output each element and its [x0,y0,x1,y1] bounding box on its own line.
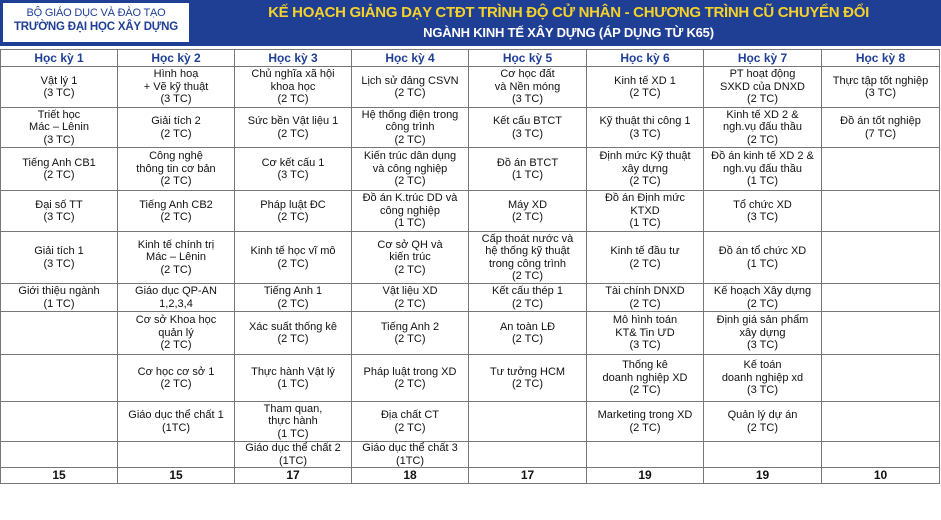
empty-cell [822,191,940,232]
page-title: KẾ HOẠCH GIẢNG DẠY CTĐT TRÌNH ĐỘ CỬ NHÂN - CHƯƠNG TRÌNH CŨ CHUYỂN ĐỔI [268,4,869,21]
course-cell [235,284,352,312]
course-credits: (3 TC) [865,87,896,99]
course-row [1,402,940,442]
course-cell [469,191,587,232]
course-credits: (3 TC) [43,257,75,270]
course-credits: (2 TC) [160,339,192,352]
course-credits: (2 TC) [277,211,309,223]
course-credits: (3 TC) [43,87,75,99]
course-credits: (1 TC) [43,297,75,310]
course-name: Giải tích 1 [34,245,84,257]
empty-cell [822,232,940,284]
course-credits: (3 TC) [277,169,309,181]
course-name: Tiếng Anh 1 [263,285,323,297]
course-credits: (2 TC) [629,175,661,188]
course-name: Giáo dục thể chất 1 [128,409,224,421]
course-name: Lịch sử đảng CSVN [361,74,459,87]
course-name: ngh.vụ đấu thầu [723,121,802,134]
course-name: Đồ án K.trúc DD và [362,192,458,205]
semester-total-credits: 15 [118,468,235,484]
course-credits: (2 TC) [394,87,426,99]
course-cell [352,442,469,468]
course-name: thực hành [268,415,318,428]
course-cell [704,232,822,284]
course-name: Mô hình toán [612,314,678,327]
empty-cell [118,442,235,468]
header-band [0,0,941,46]
course-row [1,148,940,191]
course-credits: (1TC) [395,454,425,467]
course-name: Giáo dục thể chất 3 [362,442,458,454]
course-name: Giáo dục QP-AN [135,285,217,297]
course-credits: (1 TC) [512,169,543,181]
page-subtitle: NGÀNH KINH TẾ XÂY DỰNG (ÁP DỤNG TỪ K65) [423,25,714,40]
course-cell [822,108,940,148]
empty-cell [704,442,822,468]
course-cell [118,284,235,312]
course-credits: (2 TC) [277,333,309,345]
course-credits: (2 TC) [277,93,309,106]
course-credits: (3 TC) [43,211,75,223]
semester-total-credits: 15 [1,468,118,484]
course-name: Vật lý 1 [40,74,78,87]
course-name: Pháp luật ĐC [260,198,326,211]
course-name: Kế toán [743,359,782,372]
course-name: PT hoạt động [729,68,796,81]
course-cell [235,67,352,108]
semester-total-credits: 19 [587,468,704,484]
course-cell [704,284,822,312]
course-cell [118,108,235,148]
course-credits: (1 TC) [629,217,661,230]
course-cell [235,232,352,284]
course-credits: (1TC) [161,421,191,434]
course-name: Cơ học đất [500,68,555,81]
course-name: Đồ án BTCT [496,156,559,169]
course-credits: (3 TC) [747,339,778,352]
course-name: Pháp luật trong XD [363,365,457,378]
course-cell [118,402,235,442]
course-cell [1,191,118,232]
course-name: và công nghiệp [372,162,448,175]
course-name: Tham quan, [263,402,323,415]
course-cell [704,355,822,402]
course-credits: (2 TC) [629,384,661,397]
course-cell [1,108,118,148]
semester-header: Học kỳ 4 [352,50,469,67]
course-cell [587,191,704,232]
course-name: Triết học [37,108,81,121]
course-name: Chủ nghĩa xã hội [251,68,335,81]
empty-cell [1,442,118,468]
course-cell [118,148,235,191]
course-name: Sức bền Vật liệu 1 [247,115,339,127]
course-name: doanh nghiệp xd [721,371,804,384]
course-cell [235,148,352,191]
course-credits: (3 TC) [629,339,661,352]
course-credits: (2 TC) [512,270,543,282]
course-cell [704,67,822,108]
course-cell [352,355,469,402]
course-credits: (3 TC) [160,93,192,106]
course-name: Địa chất CT [380,409,440,421]
course-cell [469,232,587,284]
semester-total-credits: 18 [352,468,469,484]
course-name: Kế hoạch Xây dựng [713,285,812,297]
course-cell [235,402,352,442]
course-credits: (2 TC) [394,263,426,276]
course-cell [469,108,587,148]
empty-cell [469,442,587,468]
course-cell [587,284,704,312]
university-logo-box [3,3,189,42]
course-credits: (2 TC) [512,378,543,390]
course-name: Giải tích 2 [151,115,201,127]
course-credits: (2 TC) [747,133,778,146]
course-name: công trình [385,121,435,134]
course-name: Định giá sản phẩm [716,314,809,327]
course-name: SXKD của DNXD [720,80,805,93]
course-name: Thực tập tốt nghiệp [832,74,929,87]
course-credits: (2 TC) [277,127,309,140]
course-name: và Nền móng [494,80,561,93]
course-credits: (2 TC) [747,297,778,310]
course-name: Giáo dục thể chất 2 [245,442,341,454]
course-cell [587,108,704,148]
course-cell [235,108,352,148]
empty-cell [1,312,118,355]
semester-header: Học kỳ 7 [704,50,822,67]
course-cell [118,67,235,108]
course-cell [352,108,469,148]
course-name: KT& Tin ƯD [615,326,675,339]
course-cell [704,148,822,191]
course-name: Giới thiệu ngành [18,285,100,297]
course-credits: (7 TC) [865,127,896,140]
course-cell [587,402,704,442]
course-cell [352,148,469,191]
course-cell [235,442,352,468]
course-credits: (2 TC) [277,297,309,310]
course-cell [235,312,352,355]
semester-header: Học kỳ 1 [1,50,118,67]
course-credits: (2 TC) [277,257,309,270]
course-cell [1,148,118,191]
course-name: hệ thống kỹ thuật [485,245,570,257]
course-row [1,442,940,468]
course-name: Hệ thống điện trong [361,108,459,121]
semester-total-credits: 17 [235,468,352,484]
course-credits: (2 TC) [747,421,778,434]
course-credits: (3 TC) [43,133,75,146]
course-cell [822,67,940,108]
course-name: Cơ sở QH và [377,238,443,251]
course-name: Đồ án kinh tế XD 2 & [711,150,814,163]
course-name: Cơ kết cấu 1 [261,156,325,169]
semester-header: Học kỳ 8 [822,50,940,67]
course-row [1,191,940,232]
course-credits: (2 TC) [512,333,543,345]
course-name: Cơ học cơ sở 1 [137,365,215,378]
course-credits: (2 TC) [43,169,75,181]
course-name: trong công trình [488,257,567,270]
course-name: ngh.vụ đấu thầu [723,162,802,175]
course-row [1,108,940,148]
semester-header: Học kỳ 3 [235,50,352,67]
course-row [1,67,940,108]
course-cell [587,148,704,191]
course-credits: (2 TC) [512,297,543,310]
empty-cell [469,402,587,442]
course-credits: (3 TC) [747,211,778,223]
course-name: Đại số TT [35,198,83,211]
course-name: công nghiệp [380,204,440,217]
course-credits: (2 TC) [394,133,426,146]
course-cell [352,284,469,312]
empty-cell [822,312,940,355]
course-credits: (3 TC) [512,127,543,140]
course-name: Kết cấu thép 1 [492,285,563,297]
course-name: Kinh tế học vĩ mô [250,245,336,257]
course-credits: (2 TC) [160,263,192,276]
course-credits: (2 TC) [629,421,661,434]
semester-total-credits: 17 [469,468,587,484]
course-name: Công nghệ [149,150,203,163]
course-credits: (1 TC) [394,217,426,230]
course-cell [352,191,469,232]
empty-cell [822,148,940,191]
course-row [1,284,940,312]
course-name: Kinh tế XD 1 [614,74,676,87]
course-cell [469,67,587,108]
course-name: Kết cấu BTCT [492,115,563,127]
course-credits: (2 TC) [394,175,426,188]
course-name: Vật liệu XD [382,285,438,297]
curriculum-table [0,49,940,484]
course-name: Mác – Lênin [146,251,206,264]
course-cell [235,355,352,402]
course-row [1,355,940,402]
course-name: Tiếng Anh 2 [380,320,440,333]
course-credits: (2 TC) [629,87,661,99]
course-name: KTXD [630,204,660,217]
course-name: Kiến trúc dân dụng [363,150,457,163]
course-credits: (2 TC) [160,211,192,223]
semester-header: Học kỳ 2 [118,50,235,67]
empty-cell [1,355,118,402]
course-credits: (3 TC) [629,127,661,140]
empty-cell [822,402,940,442]
course-credits: (2 TC) [160,127,192,140]
course-credits: (2 TC) [394,333,426,345]
course-cell [352,232,469,284]
course-cell [235,191,352,232]
course-name: Tư tưởng HCM [489,365,566,378]
course-name: Marketing trong XD [597,409,693,421]
course-cell [469,355,587,402]
course-name: Tổ chức XD [733,198,792,211]
course-cell [118,355,235,402]
course-cell [587,67,704,108]
course-cell [118,191,235,232]
course-name: Định mức Kỹ thuật [599,150,691,163]
course-name: + Vẽ kỹ thuật [143,80,209,93]
course-cell [704,191,822,232]
course-credits: (2 TC) [394,297,426,310]
course-row [1,312,940,355]
course-name: Thống kê [622,359,668,372]
course-cell [587,312,704,355]
course-name: doanh nghiệp XD [602,371,688,384]
course-name: Tài chính DNXD [605,285,685,297]
course-cell [704,312,822,355]
semester-header: Học kỳ 5 [469,50,587,67]
course-row [1,232,940,284]
empty-cell [1,402,118,442]
course-name: Quản lý dự án [727,409,798,421]
course-cell [118,232,235,284]
course-name: Tiếng Anh CB2 [139,198,213,211]
course-credits: (2 TC) [747,93,778,106]
course-name: Kinh tế chính trị [137,238,215,251]
course-name: Thực hành Vật lý [251,365,335,378]
course-name: kiến trúc [389,251,431,264]
empty-cell [822,442,940,468]
course-cell [704,402,822,442]
course-cell [469,312,587,355]
course-cell [352,312,469,355]
course-name: Cấp thoát nước và [481,232,574,245]
course-cell [352,402,469,442]
course-cell [587,355,704,402]
course-name: Hình hoạ [153,68,199,81]
course-credits: (2 TC) [394,378,426,390]
course-cell [587,232,704,284]
empty-cell [822,284,940,312]
course-credits: (3 TC) [747,384,778,397]
course-credits: (2 TC) [512,211,543,223]
course-credits: (1 TC) [277,427,309,440]
course-name: Mác – Lênin [29,121,89,134]
course-credits: (2 TC) [160,378,192,390]
course-cell [469,148,587,191]
course-name: xây dựng [622,162,668,175]
course-credits: (1 TC) [747,175,778,188]
course-rows [1,67,940,484]
course-name: Tiếng Anh CB1 [22,156,96,169]
course-name: Xác suất thống kê [248,320,338,333]
course-name: Cơ sở Khoa học [135,314,217,327]
course-credits: (2 TC) [160,175,192,188]
course-cell [1,232,118,284]
course-name: quản lý [158,326,194,339]
course-name: Đồ án tốt nghiệp [840,115,921,127]
course-name: Đồ án Định mức [604,192,686,205]
university-name: TRƯỜNG ĐẠI HỌC XÂY DỰNG [13,21,178,33]
course-cell [704,108,822,148]
credit-totals-row [1,468,940,484]
course-cell [118,312,235,355]
course-cell [1,67,118,108]
course-name: thông tin cơ bản [136,162,216,175]
semester-total-credits: 10 [822,468,940,484]
course-name: 1,2,3,4 [159,297,193,310]
course-name: xây dựng [739,326,786,339]
course-cell [1,284,118,312]
course-credits: (1 TC) [277,378,309,390]
semester-total-credits: 19 [704,468,822,484]
course-name: Đồ án tổ chức XD [718,245,807,257]
course-credits: (1TC) [278,454,308,467]
course-cell [469,284,587,312]
empty-cell [822,355,940,402]
course-name: khoa học [270,80,316,93]
course-credits: (2 TC) [629,257,661,270]
ministry-name: BỘ GIÁO DỤC VÀ ĐÀO TẠO [26,7,166,19]
semester-header-row [1,50,940,67]
course-cell [352,67,469,108]
course-name: Kỹ thuật thi công 1 [599,115,691,127]
course-name: An toàn LĐ [499,320,556,333]
empty-cell [587,442,704,468]
course-credits: (1 TC) [747,257,778,270]
course-name: Máy XD [507,198,548,211]
course-credits: (2 TC) [394,421,426,434]
semester-header: Học kỳ 6 [587,50,704,67]
course-credits: (2 TC) [629,297,661,310]
course-name: Kinh tế đầu tư [610,245,680,257]
course-name: Kinh tế XD 2 & [726,108,799,121]
course-credits: (3 TC) [512,93,543,106]
